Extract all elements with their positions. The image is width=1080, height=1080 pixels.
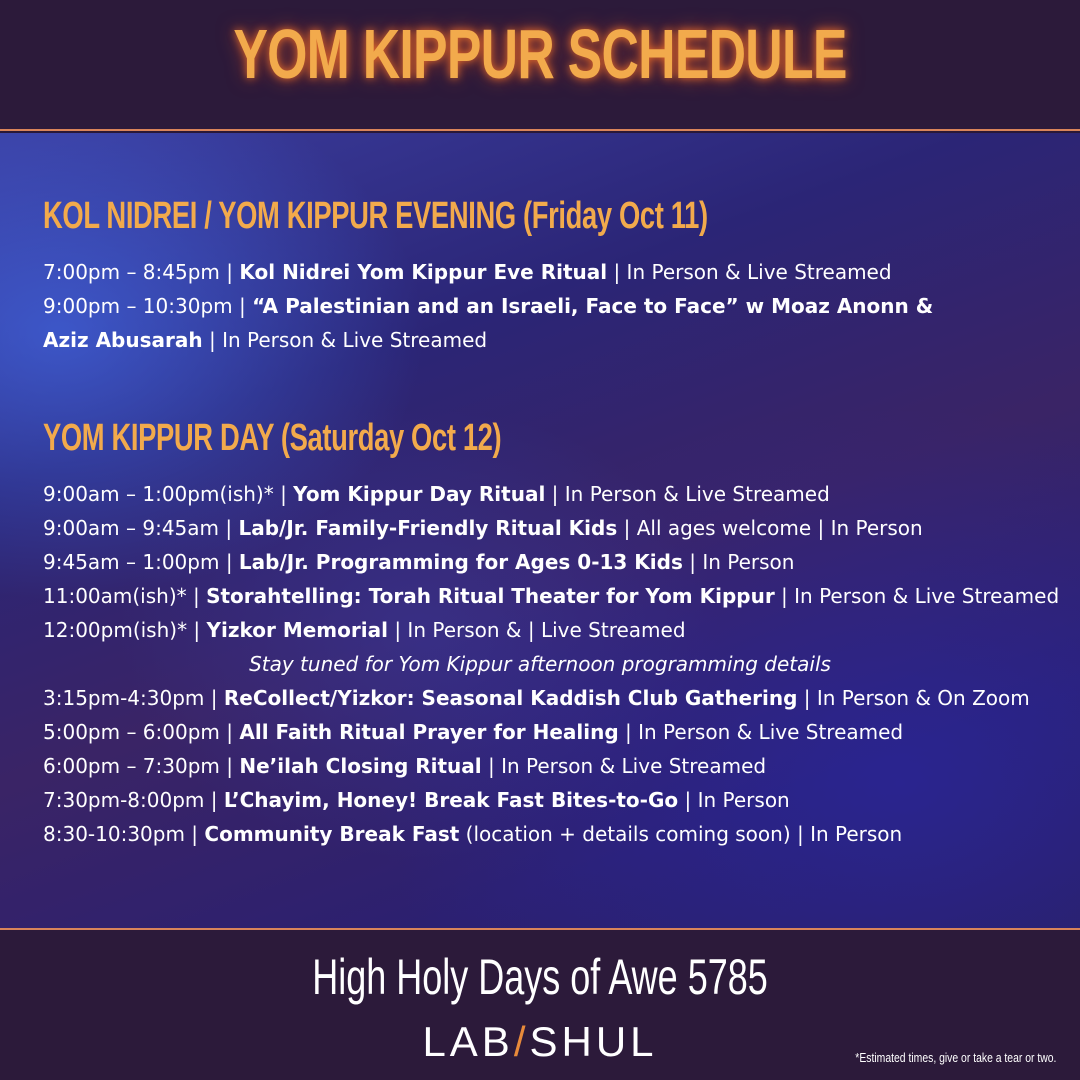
item-event: “A Palestinian and an Israeli, Face to Face” w Moaz Anonn & <box>252 294 934 318</box>
item-details: (location + details coming soon) | In Person <box>459 822 903 846</box>
item-details: | In Person <box>682 550 795 574</box>
page-title: YOM KIPPUR SCHEDULE <box>233 15 847 93</box>
schedule-item <box>43 255 892 289</box>
item-time: 7:30pm-8:00pm | <box>43 788 224 812</box>
schedule-item-continued <box>43 323 487 357</box>
item-details: | In Person & Live Streamed <box>774 584 1060 608</box>
schedule-item <box>43 545 794 579</box>
item-event: L’Chayim, Honey! Break Fast Bites-to-Go <box>223 788 679 812</box>
item-details: | In Person & Live Streamed <box>618 720 904 744</box>
item-event: Kol Nidrei Yom Kippur Eve Ritual <box>239 260 608 284</box>
schedule-item <box>43 477 830 511</box>
item-event: Lab/Jr. Family-Friendly Ritual Kids <box>238 516 618 540</box>
item-time: 5:00pm – 6:00pm | <box>43 720 240 744</box>
item-details: | In Person & Live Streamed <box>481 754 767 778</box>
section-heading-day: YOM KIPPUR DAY (Saturday Oct 12) <box>43 417 502 459</box>
schedule-panel <box>0 133 1080 928</box>
item-event: Storahtelling: Torah Ritual Theater for Yom Kippur <box>206 584 775 608</box>
item-event: Aziz Abusarah <box>43 328 203 352</box>
item-time: 9:00am – 9:45am | <box>43 516 239 540</box>
item-details: | In Person & Live Streamed <box>545 482 830 506</box>
afternoon-note: Stay tuned for Yom Kippur afternoon programming details <box>249 652 831 676</box>
schedule-item <box>43 511 923 545</box>
item-event: Lab/Jr. Programming for Ages 0-13 Kids <box>238 550 683 574</box>
item-time: 9:00pm – 10:30pm | <box>43 294 253 318</box>
item-time: 7:00pm – 8:45pm | <box>43 260 240 284</box>
item-event: Community Break Fast <box>204 822 460 846</box>
header-band <box>0 0 1080 131</box>
item-details: | In Person & On Zoom <box>797 686 1030 710</box>
item-details: | In Person & | Live Streamed <box>387 618 686 642</box>
item-time: 9:45am – 1:00pm | <box>43 550 239 574</box>
section-heading-evening: KOL NIDREI / YOM KIPPUR EVENING (Friday Oct 11) <box>43 195 708 237</box>
item-details: | In Person <box>678 788 790 812</box>
item-event: Yom Kippur Day Ritual <box>293 482 546 506</box>
schedule-item <box>43 613 686 647</box>
logo-lab: LAB <box>422 1018 514 1065</box>
schedule-item <box>43 749 766 783</box>
item-details: | All ages welcome | In Person <box>617 516 923 540</box>
schedule-item <box>43 817 902 851</box>
schedule-item <box>43 783 790 817</box>
disclaimer: *Estimated times, give or take a tear or two. <box>854 1050 1056 1065</box>
item-time: 6:00pm – 7:30pm | <box>43 754 240 778</box>
item-time: 9:00am – 1:00pm(ish)* | <box>43 482 294 506</box>
item-details: | In Person & Live Streamed <box>607 260 892 284</box>
item-time: 3:15pm-4:30pm | <box>43 686 224 710</box>
schedule-item <box>43 715 903 749</box>
footer-title: High Holy Days of Awe 5785 <box>312 949 768 1005</box>
item-time: 12:00pm(ish)* | <box>43 618 207 642</box>
schedule-item <box>43 579 1059 613</box>
logo-slash: / <box>513 1018 530 1065</box>
item-details: | In Person & Live Streamed <box>202 328 488 352</box>
item-time: 11:00am(ish)* | <box>43 584 207 608</box>
schedule-item <box>43 289 933 323</box>
item-event: Ne’ilah Closing Ritual <box>239 754 482 778</box>
item-event: All Faith Ritual Prayer for Healing <box>239 720 619 744</box>
footer-band <box>0 928 1080 1080</box>
item-event: ReCollect/Yizkor: Seasonal Kaddish Club Gathering <box>223 686 798 710</box>
logo-shul: SHUL <box>529 1018 658 1065</box>
item-time: 8:30-10:30pm | <box>43 822 205 846</box>
item-event: Yizkor Memorial <box>206 618 388 642</box>
schedule-item <box>43 681 1030 715</box>
